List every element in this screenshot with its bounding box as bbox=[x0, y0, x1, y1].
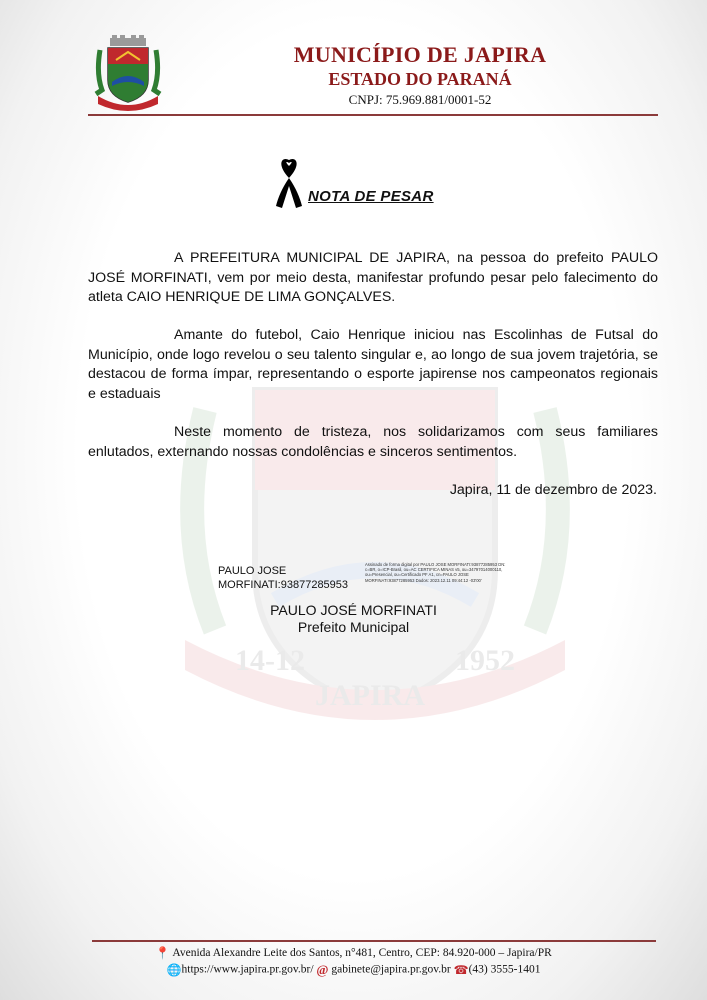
footer-phone: (43) 3555-1401 bbox=[468, 963, 541, 976]
paragraph-2: Amante do futebol, Caio Henrique iniciou nas Escolinhas de Futsal do Município, onde logo revelou o seu talento singular e, ao longo de sua jovem trajetória, se destacou de forma ímpar, representando o esporte japirense nos campeonatos regionais e estaduais bbox=[88, 327, 658, 402]
digital-signature-name-line2: MORFINATI:93877285953 bbox=[218, 579, 349, 591]
municipality-title: MUNICÍPIO DE JAPIRA bbox=[293, 42, 547, 67]
footer-contact-line bbox=[0, 962, 707, 978]
watermark-year-right: 1952 bbox=[455, 644, 515, 677]
digital-signature-name-line1: PAULO JOSE bbox=[218, 565, 287, 577]
globe-icon: 🌐 bbox=[166, 962, 182, 977]
cnpj-text: CNPJ: 75.969.881/0001-52 bbox=[348, 92, 492, 107]
footer-divider bbox=[92, 940, 656, 942]
digital-signature-details: Assinado de forma digital por PAULO JOSE MORFINATI:93877285953 DN: c=BR, o=ICP-Brasil, ou=AC CERTIFICA MINAS v5, ou=34797014000110, ou=Presencial, ou=Certificado PF A1, cn=PAULO JOSE MORFINATI:93877285953 Dados: 2023.12.11 09:44:12 -03'00' bbox=[365, 562, 506, 583]
paragraph-1: A PREFEITURA MUNICIPAL DE JAPIRA, na pessoa do prefeito PAULO JOSÉ MORFINATI, vem por meio desta, manifestar profundo pesar pelo falecimento do atleta CAIO HENRIQUE DE LIMA GONÇALVES. bbox=[88, 250, 658, 305]
mourning-ribbon-icon bbox=[274, 156, 304, 208]
paragraph-3: Neste momento de tristeza, nos solidarizamos com seus familiares enlutados, externando nossas condolências e sinceros sentimentos. bbox=[88, 424, 658, 460]
footer-address-line bbox=[0, 946, 707, 961]
footer-email[interactable]: gabinete@japira.pr.gov.br bbox=[331, 963, 451, 976]
state-title: ESTADO DO PARANÁ bbox=[328, 69, 512, 89]
crest-icon bbox=[92, 34, 164, 112]
note-title: NOTA DE PESAR bbox=[308, 188, 434, 205]
footer-address: Avenida Alexandre Leite dos Santos, n°481, Centro, CEP: 84.920-000 – Japira/PR bbox=[172, 947, 552, 960]
signer-role: Prefeito Municipal bbox=[297, 619, 410, 635]
watermark-year-left: 14-12 bbox=[235, 644, 305, 677]
digital-signature-name bbox=[218, 564, 348, 592]
at-icon: @ bbox=[316, 962, 329, 977]
phone-icon: ☎ bbox=[453, 962, 469, 977]
header-divider bbox=[88, 114, 658, 116]
location-pin-icon: 📍 bbox=[155, 946, 171, 960]
watermark-name: JAPIRA bbox=[315, 679, 425, 712]
signer-name: PAULO JOSÉ MORFINATI bbox=[270, 602, 437, 618]
footer-website[interactable]: https://www.japira.pr.gov.br/ bbox=[181, 963, 314, 976]
document-date: Japira, 11 de dezembro de 2023. bbox=[449, 482, 657, 498]
